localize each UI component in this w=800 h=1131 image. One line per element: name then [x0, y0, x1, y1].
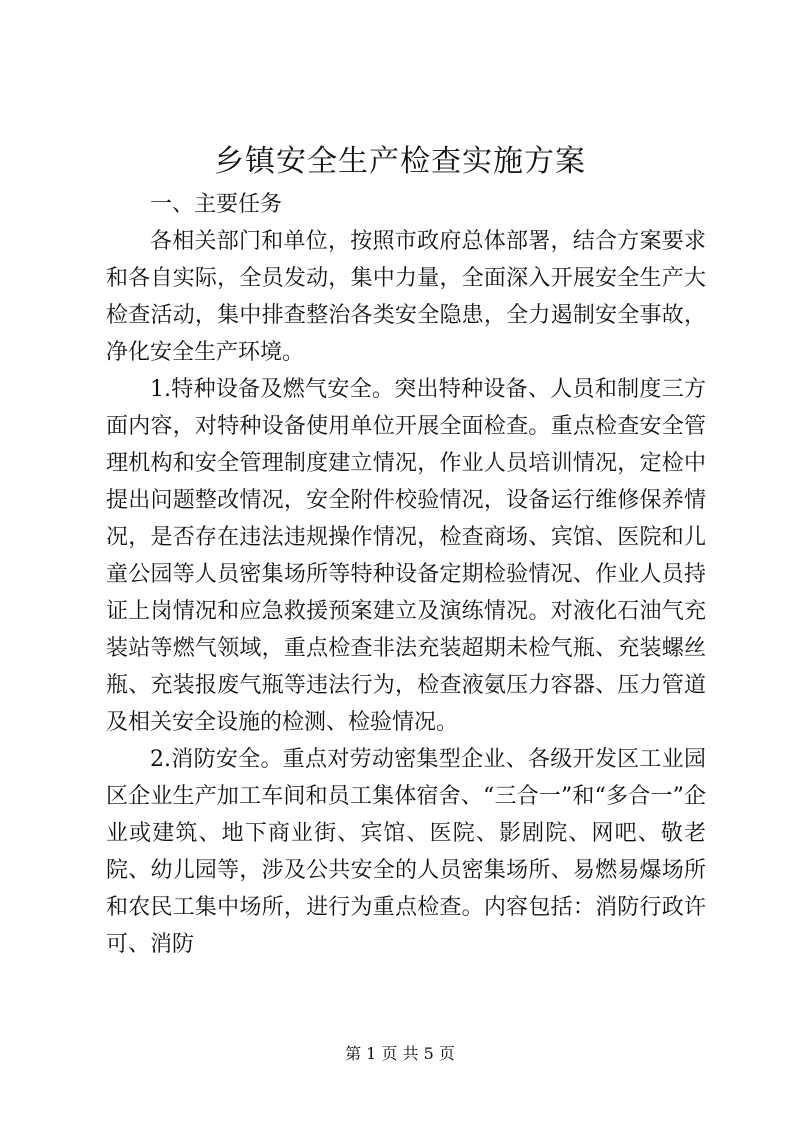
page-number-footer: 第 1 页 共 5 页: [345, 1044, 455, 1063]
paragraph-special-equipment: 1.特种设备及燃气安全。突出特种设备、人员和制度三方面内容，对特种设备使用单位开展全面检查。重点检查安全管理机构和安全管理制度建立情况，作业人员培训情况，定检中提出问题整改情况，安全附件校验情况，设备运行维修保养情况，是否存在违法违规操作情况，检查商场、宾馆、医院和儿童公园等人员密集场所等特种设备定期检验情况、作业人员持证上岗情况和应急救援预案建立及演练情况。对液化石油气充装站等燃气领域，重点检查非法充装超期未检气瓶、充装螺丝瓶、充装报废气瓶等违法行为，检查液氨压力容器、压力管道及相关安全设施的检测、检验情况。: [106, 377, 706, 735]
document-title: 乡镇安全生产检查实施方案: [214, 144, 586, 179]
document-body: [106, 186, 706, 963]
paragraph-fire-safety: 2.消防安全。重点对劳动密集型企业、各级开发区工业园区企业生产加工车间和员工集体宿舍、“三合一”和“多合一”企业或建筑、地下商业街、宾馆、医院、影剧院、网吧、敬老院、幼儿园等，涉及公共安全的人员密集场所、易燃易爆场所和农民工集中场所，进行为重点检查。内容包括：消防行政许可、消防: [106, 747, 706, 957]
paragraph-intro: 各相关部门和单位，按照市政府总体部署，结合方案要求和各自实际，全员发动，集中力量，全面深入开展安全生产大检查活动，集中排查整治各类安全隐患，全力遏制安全事故，净化安全生产环境。: [106, 229, 706, 365]
section-heading: 一、主要任务: [150, 192, 283, 217]
